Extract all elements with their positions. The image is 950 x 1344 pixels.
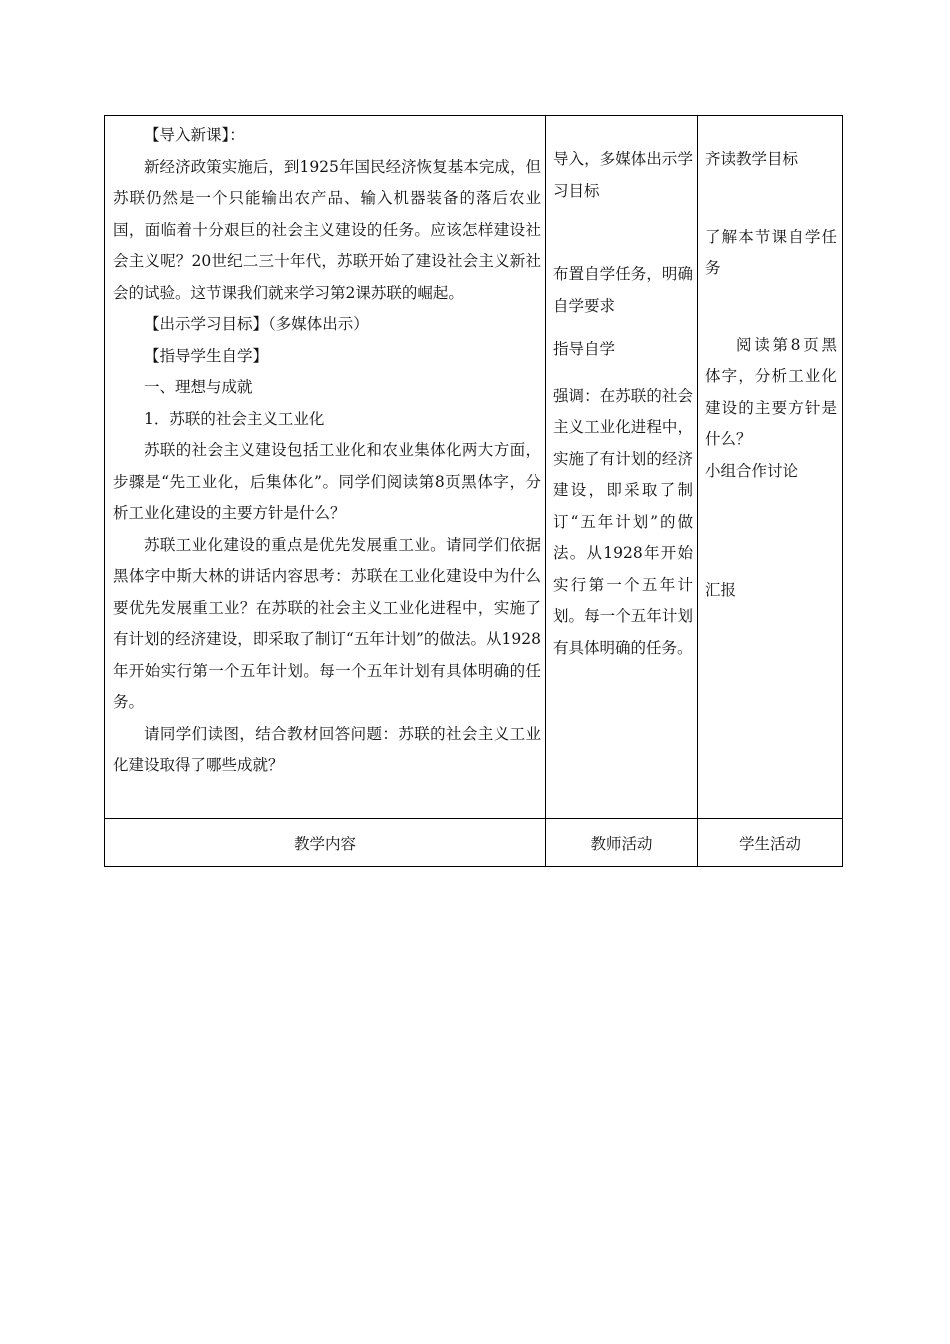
lesson-plan-table: [104, 115, 843, 867]
student-activity: 阅读第8页黑体字，分析工业化建设的主要方针是什么？: [705, 335, 837, 448]
teacher-activity: 布置自学任务，明确自学要求: [553, 265, 693, 315]
section-heading: 一、理想与成就: [144, 378, 253, 396]
student-activity: 汇报: [705, 581, 737, 599]
column-divider: [545, 116, 546, 866]
guide-heading: 【指导学生自学】: [144, 346, 269, 365]
student-activity: 小组合作讨论: [705, 461, 799, 480]
teaching-content-cell: [113, 120, 541, 782]
teacher-activity-cell: [553, 144, 693, 664]
content-paragraph: 苏联的社会主义建设包括工业化和农业集体化两大方面，步骤是“先工业化，后集体化”。同学们阅读第8页黑体字，分析工业化建设的主要方针是什么？: [113, 441, 541, 522]
student-activity: 齐读教学目标: [705, 150, 799, 168]
content-paragraph: 苏联工业化建设的重点是优先发展重工业。请同学们依据黑体字中斯大林的讲话内容思考：苏联在工业化建设中为什么要优先发展重工业？在苏联的社会主义工业化进程中，实施了有计划的经济建设，即采取了制订“五年计划”的做法。从1928年开始实行第一个五年计划。每一个五年计划有具体明确的任务。: [113, 535, 541, 711]
footer-teacher-activity: 教师活动: [590, 835, 653, 853]
subsection-heading: 1．苏联的社会主义工业化: [144, 409, 325, 428]
student-activity-cell: [705, 144, 837, 607]
teacher-activity: 导入，多媒体出示学习目标: [553, 150, 693, 200]
intro-paragraph: 新经济政策实施后，到1925年国民经济恢复基本完成，但苏联仍然是一个只能输出农产品、输入机器装备的落后农业国，面临着十分艰巨的社会主义建设的任务。应该怎样建设社会主义呢？20世纪二三十年代，苏联开始了建设社会主义新社会的试验。这节课我们就来学习第2课苏联的崛起。: [113, 157, 541, 302]
teacher-activity: 指导自学: [553, 340, 616, 358]
content-paragraph: 请同学们读图，结合教材回答问题：苏联的社会主义工业化建设取得了哪些成就？: [113, 724, 541, 774]
footer-student-activity: 学生活动: [738, 835, 801, 853]
footer-teaching-content: 教学内容: [293, 835, 356, 853]
intro-heading: 【导入新课】：: [144, 126, 245, 144]
teacher-activity: 强调：在苏联的社会主义工业化进程中，实施了有计划的经济建设，即采取了制订“五年计划”的做法。从1928年开始实行第一个五年计划。每一个五年计划有具体明确的任务。: [553, 386, 693, 657]
student-activity: 了解本节课自学任务: [705, 227, 837, 277]
goals-heading: 【出示学习目标】（多媒体出示）: [144, 315, 369, 333]
column-divider: [697, 116, 698, 866]
